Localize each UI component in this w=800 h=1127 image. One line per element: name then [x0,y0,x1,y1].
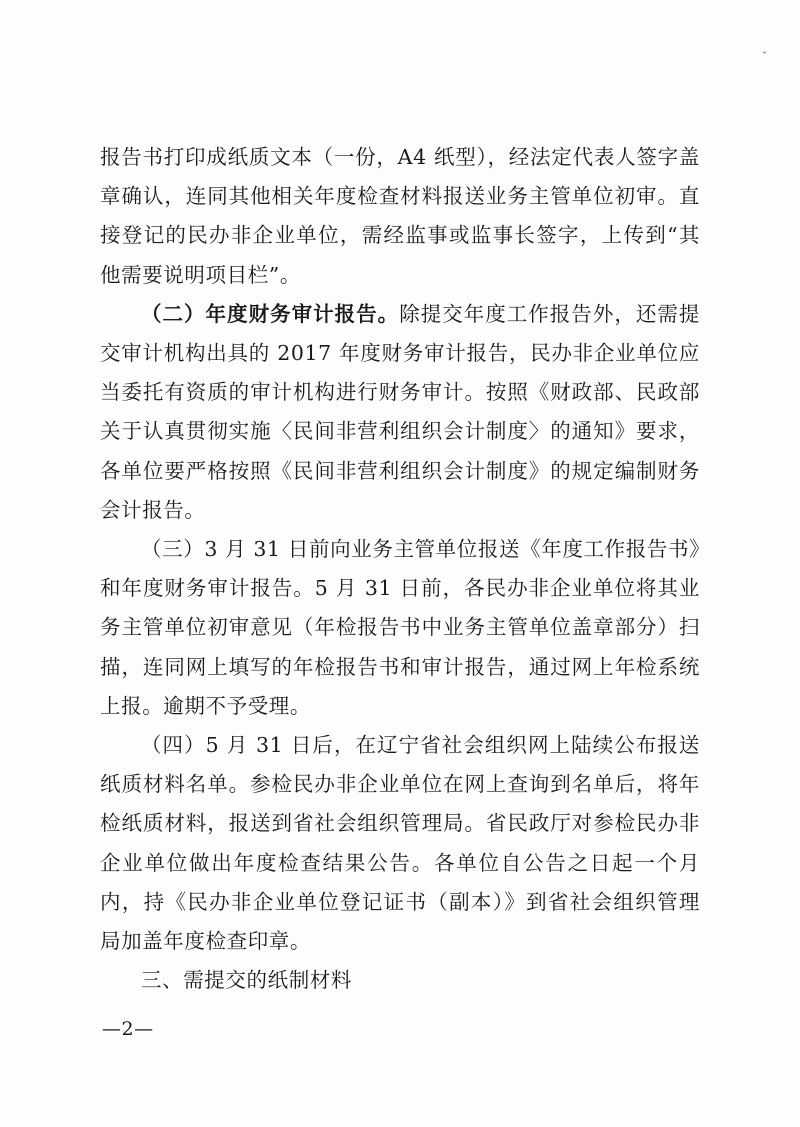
paragraph-submission-deadline [100,530,700,726]
paragraph-audit-report [100,295,700,530]
paragraph-lead: （三） [141,537,205,562]
page-number: —2— [102,1018,154,1040]
paragraph-text: 3 月 31 日前向业务主管单位报送《年度工作报告书》和年度财务审计报告。5 月 31 日前，各民办非企业单位将其业务主管单位初审意见（年检报告书中业务主管单位盖章部分）扫描，连同网上填写的年检报告书和审计报告，通过网上年检系统上报。逾期不予受理。 [100,537,700,718]
paragraph-text: 报告书打印成纸质文本（一份，A4 纸型），经法定代表人签字盖章确认，连同其他相关年度检查材料报送业务主管单位初审。直接登记的民办非企业单位，需经监事或监事长签字，上传到“其他需要说明项目栏”。 [100,145,700,287]
paragraph-continuation [100,138,700,295]
scan-mark: ˇ [762,52,767,63]
paragraph-lead: （四） [141,733,206,758]
paragraph-result-announcement [100,726,700,961]
paragraph-lead: （二）年度财务审计报告。 [141,301,400,326]
section-heading: 三、需提交的纸制材料 [141,968,352,993]
paragraph-text: 除提交年度工作报告外，还需提交审计机构出具的 2017 年度财务审计报告，民办非企业单位应当委托有资质的审计机构进行财务审计。按照《财政部、民政部关于认真贯彻实施〈民间非营利组织会计制度〉的通知》要求，各单位要严格按照《民间非营利组织会计制度》的规定编制财务会计报告。 [100,301,700,522]
paragraph-text: 5 月 31 日后，在辽宁省社会组织网上陆续公布报送纸质材料名单。参检民办非企业单位在网上查询到名单后，将年检纸质材料，报送到省社会组织管理局。省民政厅对参检民办非企业单位做出年度检查结果公告。各单位自公告之日起一个月内，持《民办非企业单位登记证书（副本）》到省社会组织管理局加盖年度检查印章。 [100,733,700,954]
document-body [100,138,700,1000]
